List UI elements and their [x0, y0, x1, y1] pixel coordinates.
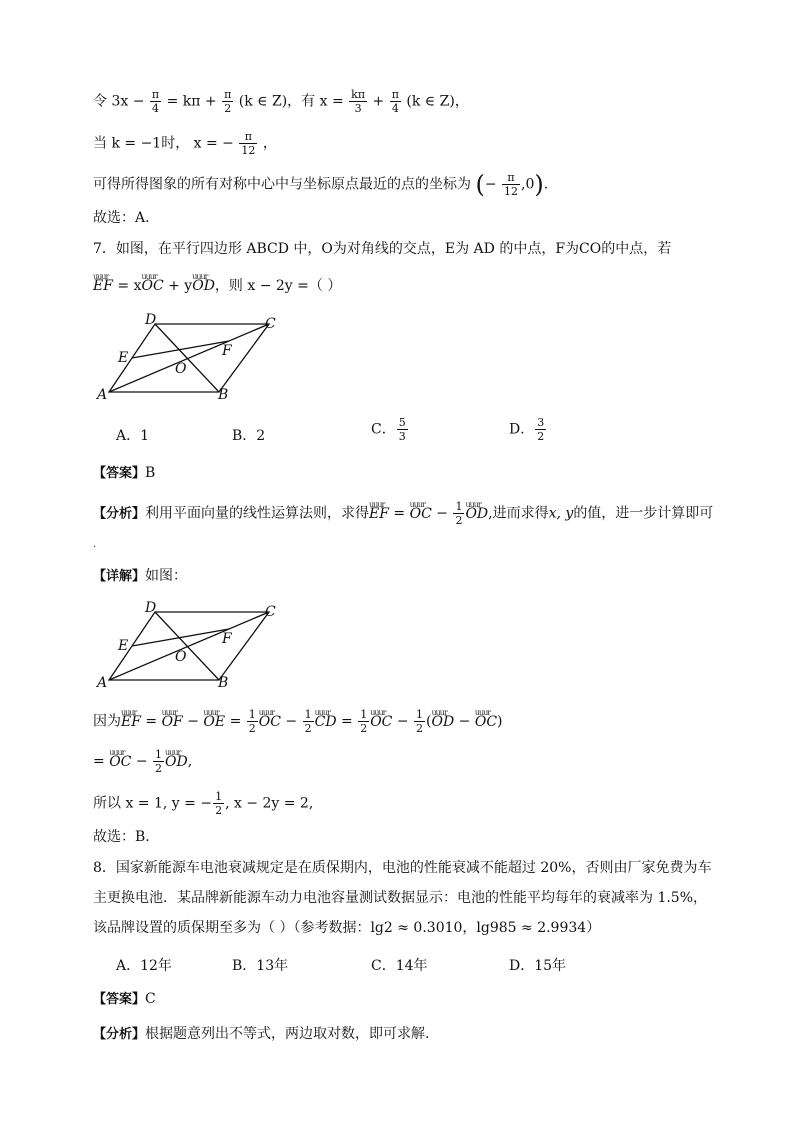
vector: uuur OC — [141, 276, 163, 296]
fraction: $\frac{1}{2}$ — [155, 748, 163, 775]
solution-line-1 — [93, 88, 469, 115]
vector: uuur OC — [370, 712, 392, 732]
label-d: D — [145, 312, 157, 328]
answer-tag: 【答案】 — [93, 466, 146, 481]
question-7-vector-condition — [93, 276, 341, 296]
text: (k ∈ Z)， — [406, 93, 469, 110]
option-d — [509, 416, 547, 443]
text: = kπ + — [166, 93, 217, 110]
text: , x − 2y = 2, — [225, 795, 314, 812]
vector: uuur OD — [465, 504, 488, 524]
text: − — [392, 713, 414, 730]
parallelogram-figure-2 — [95, 598, 285, 693]
text: D． — [509, 421, 535, 438]
vector: uuur EF — [93, 276, 113, 296]
fraction: $\frac{1}{2}$ — [455, 500, 463, 527]
vector: uuur OC — [410, 504, 432, 524]
text: = — [388, 505, 410, 522]
label-a: A — [97, 387, 108, 403]
vector: uuur OF — [162, 712, 183, 732]
fraction: $\frac{\pi}{12}$ — [504, 171, 519, 198]
text: − — [182, 713, 204, 730]
text: . — [543, 176, 549, 193]
analysis-tag: 【分析】 — [93, 1027, 146, 1042]
paren: ( — [475, 170, 485, 199]
text: 的值，进一步计算即可 — [573, 505, 714, 522]
text: 根据题意列出不等式，两边取对数，即可求解. — [145, 1026, 430, 1042]
label-e: E — [118, 350, 129, 366]
text: + y — [163, 278, 193, 294]
choose-b: 故选：B. — [93, 829, 150, 845]
fraction: $\frac{\pi}{4}$ — [391, 88, 399, 115]
text: 可得所得图象的所有对称中心中与坐标原点最近的点的坐标为 — [93, 176, 471, 193]
text: ,0 — [521, 176, 535, 193]
option-c — [371, 416, 409, 443]
fraction: $\frac{3}{2}$ — [537, 416, 545, 443]
fraction: $\frac{\pi}{2}$ — [224, 88, 232, 115]
vector: uuur EF — [121, 712, 141, 732]
vector: uuur OC — [475, 712, 497, 732]
fraction: $\frac{1}{2}$ — [416, 708, 424, 735]
text: , — [187, 753, 193, 770]
option-8-a: A．12年 — [116, 958, 172, 974]
answer-8 — [93, 989, 156, 1010]
fraction: $\frac{1}{2}$ — [215, 790, 223, 817]
label-o: O — [175, 361, 187, 377]
text: x, y — [548, 505, 574, 522]
label-f: F — [222, 631, 232, 647]
vector: uuur OC — [259, 712, 281, 732]
label-c: C — [265, 604, 276, 620]
text: − — [431, 505, 453, 522]
vector: uuur OE — [203, 712, 225, 732]
choose-a: 故选：A. — [93, 210, 150, 226]
label-e: E — [118, 638, 129, 654]
parallelogram-figure-1 — [95, 310, 285, 405]
text: ， — [262, 135, 277, 152]
option-8-b: B．13年 — [232, 958, 289, 974]
answer-tag: 【答案】 — [93, 992, 146, 1007]
analysis-7 — [93, 500, 713, 527]
vector: uuur EF — [369, 504, 389, 524]
paren: ) — [534, 170, 544, 199]
vector: uuur OD — [165, 752, 188, 772]
text: = — [93, 753, 110, 770]
text: 当 k = −1时， x = − — [93, 135, 234, 152]
text: (k ∈ Z)，有 x = — [238, 93, 344, 110]
vector: uuur OD — [192, 276, 215, 296]
label-f: F — [222, 343, 232, 359]
text: 所以 x = 1, y = − — [93, 795, 213, 812]
text: = — [225, 713, 246, 730]
analysis-8 — [93, 1024, 429, 1045]
calc-line-3 — [93, 790, 313, 817]
solution-line-2 — [93, 130, 277, 157]
label-b: B — [218, 675, 229, 691]
text: ,进而求得 — [488, 505, 549, 522]
option-8-c: C．14年 — [371, 958, 428, 974]
text: + — [372, 93, 385, 110]
vector: uuur CD — [315, 712, 337, 732]
option-b: B．2 — [232, 428, 266, 444]
option-a: A．1 — [116, 428, 150, 444]
label-c: C — [265, 316, 276, 332]
question-8-line-1: 8．国家新能源车电池衰减规定是在质保期内，电池的性能衰减不能超过 20%，否则由厂家免费为车 — [93, 860, 712, 876]
text: − — [484, 176, 497, 193]
vector: uuur OC — [109, 752, 131, 772]
label-d: D — [145, 600, 157, 616]
detail-tag: 【详解】 — [93, 569, 146, 584]
analysis-7-dot: . — [93, 539, 97, 550]
text: − — [454, 713, 475, 730]
label-a: A — [97, 675, 108, 691]
text: C． — [371, 421, 396, 438]
vector: uuur OD — [432, 712, 455, 732]
text: 如图： — [145, 568, 188, 584]
text: = x — [112, 278, 142, 294]
answer-7 — [93, 463, 155, 484]
question-7-stem: 7．如图，在平行四边形 ABCD 中，O为对角线的交点，E为 AD 的中点，F为CO的中点，若 — [93, 241, 672, 257]
text: 因为 — [93, 713, 121, 730]
fraction: $\frac{1}{2}$ — [248, 708, 256, 735]
fraction: $\frac{\pi}{12}$ — [241, 130, 256, 157]
solution-line-3 — [93, 171, 548, 198]
question-8-line-3: 该品牌设置的质保期至多为（ ）（参考数据：lg2 ≈ 0.3010，lg985 ≈ 2.9934） — [93, 920, 601, 936]
fraction: $\frac{5}{3}$ — [398, 416, 406, 443]
text: 令 3x − — [93, 93, 145, 110]
answer-value: C — [145, 991, 156, 1007]
analysis-tag: 【分析】 — [93, 506, 146, 522]
question-8-line-2: 主更换电池．某品牌新能源车动力电池容量测试数据显示：电池的性能平均每年的衰减率为 1.5%， — [93, 890, 708, 906]
calc-line-1: 因为uuur EF = uuur OF − uuur OE = $\frac{1}{2}$ uuur OC − $\frac{1}{2}$ uuur CD = $\frac{1}{2}$ uuur OC − $\frac{1}{2}$ (uuur OD − uuur OC) — [93, 708, 503, 735]
label-b: B — [218, 387, 229, 403]
answer-value: B — [145, 465, 156, 481]
fraction: $\frac{1}{2}$ — [360, 708, 368, 735]
text: − — [280, 713, 302, 730]
fraction: $\frac{1}{2}$ — [304, 708, 312, 735]
label-o: O — [175, 649, 187, 665]
text: = — [336, 713, 358, 730]
calc-line-2 — [93, 748, 192, 775]
fraction: $\frac{\pi}{4}$ — [151, 88, 160, 115]
fraction: $\frac{k\pi}{3}$ — [351, 88, 366, 115]
text: − — [131, 753, 153, 770]
text: = — [140, 713, 162, 730]
text: 利用平面向量的线性运算法则，求得 — [145, 505, 370, 522]
option-8-d: D．15年 — [509, 958, 567, 974]
text: ，则 x − 2y =（ ） — [214, 278, 342, 294]
detail-7 — [93, 566, 187, 587]
